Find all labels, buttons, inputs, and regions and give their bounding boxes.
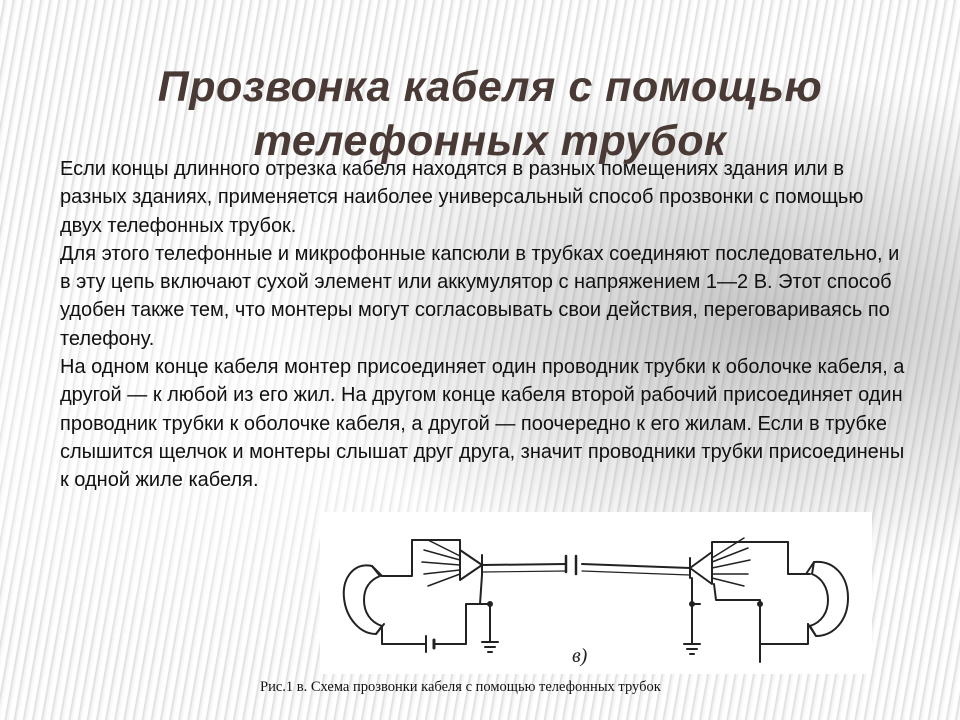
circuit-figure xyxy=(320,512,872,674)
figure-caption-text: Рис.1 в. Схема прозвонки кабеля с помощью телефонных трубок xyxy=(260,679,661,695)
figure-caption xyxy=(222,678,742,697)
slide-title: Прозвонка кабеля с помощью телефонных трубок xyxy=(157,63,823,165)
paragraph-3: На одном конце кабеля монтер присоединяет один проводник трубки к оболочке кабеля, а другой — к любой из его жил. На другом конце кабеля второй рабочий присоединяет один проводник трубки к оболочке кабеля, а другой — поочередно к его жилам. Если в трубке слышится щелчок и монтеры слышат друг друга, значит проводники трубки присоединены к одной жиле кабеля. xyxy=(60,356,905,492)
body-text xyxy=(60,155,910,495)
left-microphone-icon xyxy=(422,540,482,586)
paragraph-1: Если концы длинного отрезка кабеля находятся в разных помещениях здания или в разных зданиях, применяется наиболее универсальный способ прозвонки с помощью двух телефонных трубок. xyxy=(60,158,864,237)
right-handset-icon xyxy=(806,562,848,636)
circuit-diagram xyxy=(320,512,872,674)
cable-line xyxy=(482,556,690,575)
right-microphone-icon xyxy=(690,538,750,586)
figure-label: в) xyxy=(572,645,588,667)
left-wiring xyxy=(382,540,498,652)
left-handset-icon xyxy=(344,565,384,634)
paragraph-2: Для этого телефонные и микрофонные капсюли в трубках соединяют последовательно, и в эту цепь включают сухой элемент или аккумулятор с напряжением 1—2 В. Этот способ удобен также тем, что монтеры могут согласовывать свои действия, переговариваясь по телефону. xyxy=(60,242,900,350)
